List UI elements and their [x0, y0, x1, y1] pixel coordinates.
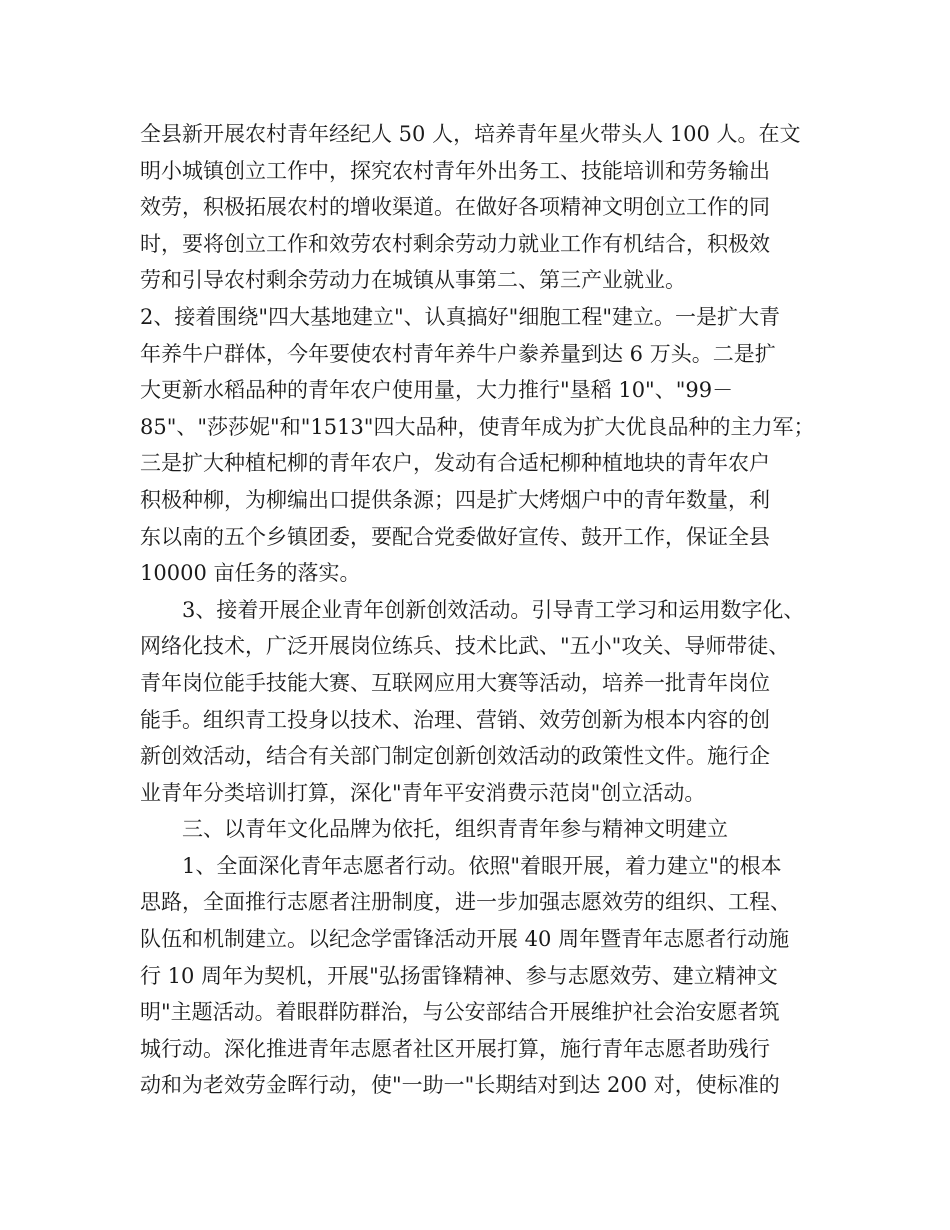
- text-line: 明"主题活动。着眼群防群治，与公安部结合开展维护社会治安愿者筑: [140, 1000, 780, 1025]
- text-line: 思路，全面推行志愿者注册制度，进一步加强志愿效劳的组织、工程、: [140, 890, 791, 915]
- text-line: 行 10 周年为契机，开展"弘扬雷锋精神、参与志愿效劳、建立精神文: [140, 963, 778, 988]
- text-line: 2、接着围绕"四大基地建立"、认真搞好"细胞工程"建立。一是扩大青: [140, 304, 780, 329]
- text-line: 劳和引导农村剩余劳动力在城镇从事第二、第三产业就业。: [140, 268, 686, 293]
- text-line: 积极种柳，为柳编出口提供条源；四是扩大烤烟户中的青年数量，利: [140, 487, 770, 512]
- text-line: 队伍和机制建立。以纪念学雷锋活动开展 40 周年暨青年志愿者行动施: [140, 927, 790, 952]
- text-line: 能手。组织青工投身以技术、治理、营销、效劳创新为根本内容的创: [140, 707, 770, 732]
- text-line: 青年岗位能手技能大赛、互联网应用大赛等活动，培养一批青年岗位: [140, 670, 770, 695]
- document-page: [140, 116, 820, 1104]
- text-line: 全县新开展农村青年经纪人 50 人，培养青年星火带头人 100 人。在文: [140, 122, 801, 146]
- text-line: 城行动。深化推进青年志愿者社区开展打算，施行青年志愿者助残行: [140, 1036, 770, 1061]
- section-heading: 三、以青年文化品牌为依托，组织青青年参与精神文明建立: [182, 817, 728, 842]
- text-line: 业青年分类培训打算，深化"青年平安消费示范岗"创立活动。: [140, 780, 706, 805]
- text-line: 效劳，积极拓展农村的增收渠道。在做好各项精神文明创立工作的同: [140, 195, 770, 220]
- text-line: 动和为老效劳金晖行动，使"一助一"长期结对到达 200 对，使标准的: [140, 1073, 780, 1098]
- text-line: 时，要将创立工作和效劳农村剩余劳动力就业工作有机结合，积极效: [140, 231, 770, 256]
- text-line: 85"、"莎莎妮"和"1513"四大品种，使青年成为扩大优良品种的主力军；: [140, 414, 815, 439]
- text-line: 网络化技术，广泛开展岗位练兵、技术比武、"五小"攻关、导师带徒、: [140, 634, 790, 659]
- text-line: 1、全面深化青年志愿者行动。依照"着眼开展，着力建立"的根本: [182, 853, 782, 878]
- text-line: 新创效活动，结合有关部门制定创新创效活动的政策性文件。施行企: [140, 744, 770, 769]
- text-line: 年养牛户群体，今年要使农村青年养牛户豢养量到达 6 万头。二是扩: [140, 341, 776, 366]
- text-line: 三是扩大种植杞柳的青年农户，发动有合适杞柳种植地块的青年农户: [140, 451, 770, 476]
- text-line: 大更新水稻品种的青年农户使用量，大力推行"垦稻 10"、"99－: [140, 378, 734, 403]
- text-line: 10000 亩任务的落实。: [140, 561, 361, 586]
- text-line: 明小城镇创立工作中，探究农村青年外出务工、技能培训和劳务输出: [140, 158, 770, 183]
- text-line: 东以南的五个乡镇团委，要配合党委做好宣传、鼓开工作，保证全县: [140, 524, 770, 549]
- text-line: 3、接着开展企业青年创新创效活动。引导青工学习和运用数字化、: [182, 597, 805, 622]
